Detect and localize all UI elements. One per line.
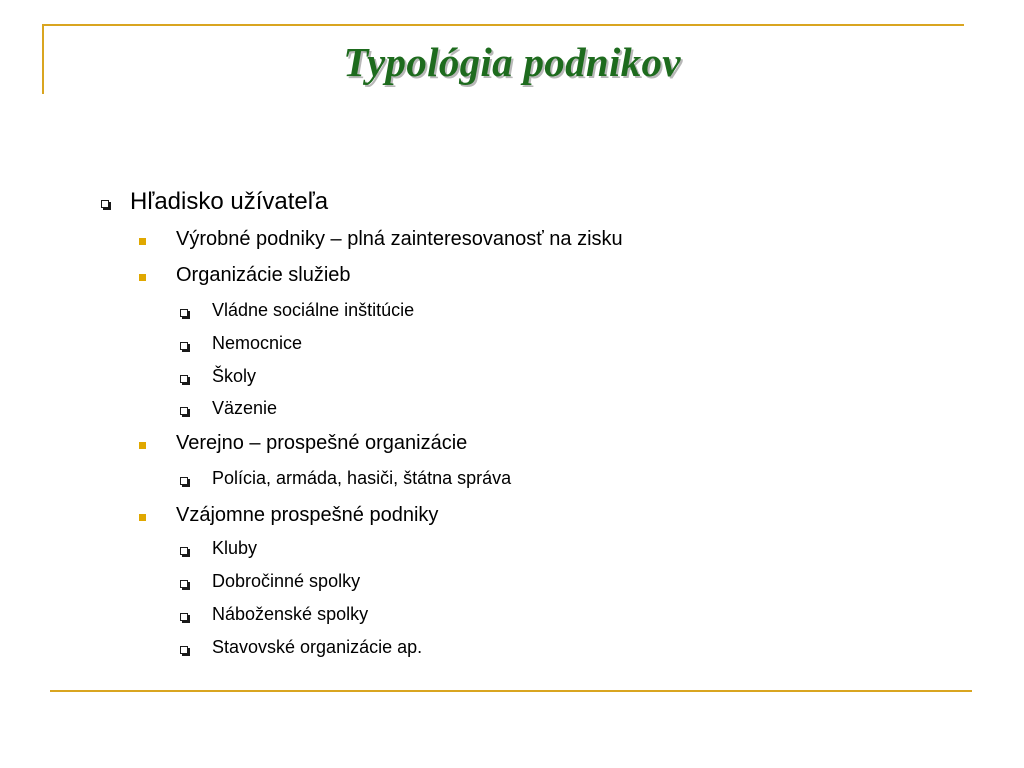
checkbox-bullet-icon <box>180 646 188 654</box>
bullet-text: Hľadisko užívateľa <box>130 188 329 215</box>
square-bullet-icon <box>139 442 146 449</box>
checkbox-bullet-icon <box>180 375 188 383</box>
bullet-text: Dobročinné spolky <box>212 571 361 591</box>
square-bullet-icon <box>139 238 146 245</box>
checkbox-bullet-icon <box>180 342 188 350</box>
bullet-text: Vzájomne prospešné podniky <box>176 504 439 526</box>
checkbox-bullet-icon <box>180 580 188 588</box>
checkbox-bullet-icon <box>101 200 109 208</box>
bullet-text: Verejno – prospešné organizácie <box>176 432 468 454</box>
bullet-text: Nemocnice <box>212 333 303 353</box>
bottom-rule-line <box>50 690 972 692</box>
bullet-text: Polícia, armáda, hasiči, štátna správa <box>212 468 512 488</box>
square-bullet-icon <box>139 514 146 521</box>
checkbox-bullet-icon <box>180 477 188 485</box>
bullet-text: Organizácie služieb <box>176 264 351 286</box>
bullet-text: Náboženské spolky <box>212 604 369 624</box>
bullet-text: Vládne sociálne inštitúcie <box>212 300 415 320</box>
checkbox-bullet-icon <box>180 407 188 415</box>
square-bullet-icon <box>139 274 146 281</box>
checkbox-bullet-icon <box>180 547 188 555</box>
bullet-text: Školy <box>212 366 257 386</box>
slide-title: Typológia podnikov <box>343 39 681 85</box>
bullet-text: Výrobné podniky – plná zainteresovanosť na zisku <box>176 228 623 250</box>
checkbox-bullet-icon <box>180 613 188 621</box>
bullet-text: Kluby <box>212 538 258 558</box>
bullet-text: Stavovské organizácie ap. <box>212 637 423 657</box>
bullet-text: Väzenie <box>212 398 278 418</box>
top-border-line <box>42 24 964 26</box>
checkbox-bullet-icon <box>180 309 188 317</box>
